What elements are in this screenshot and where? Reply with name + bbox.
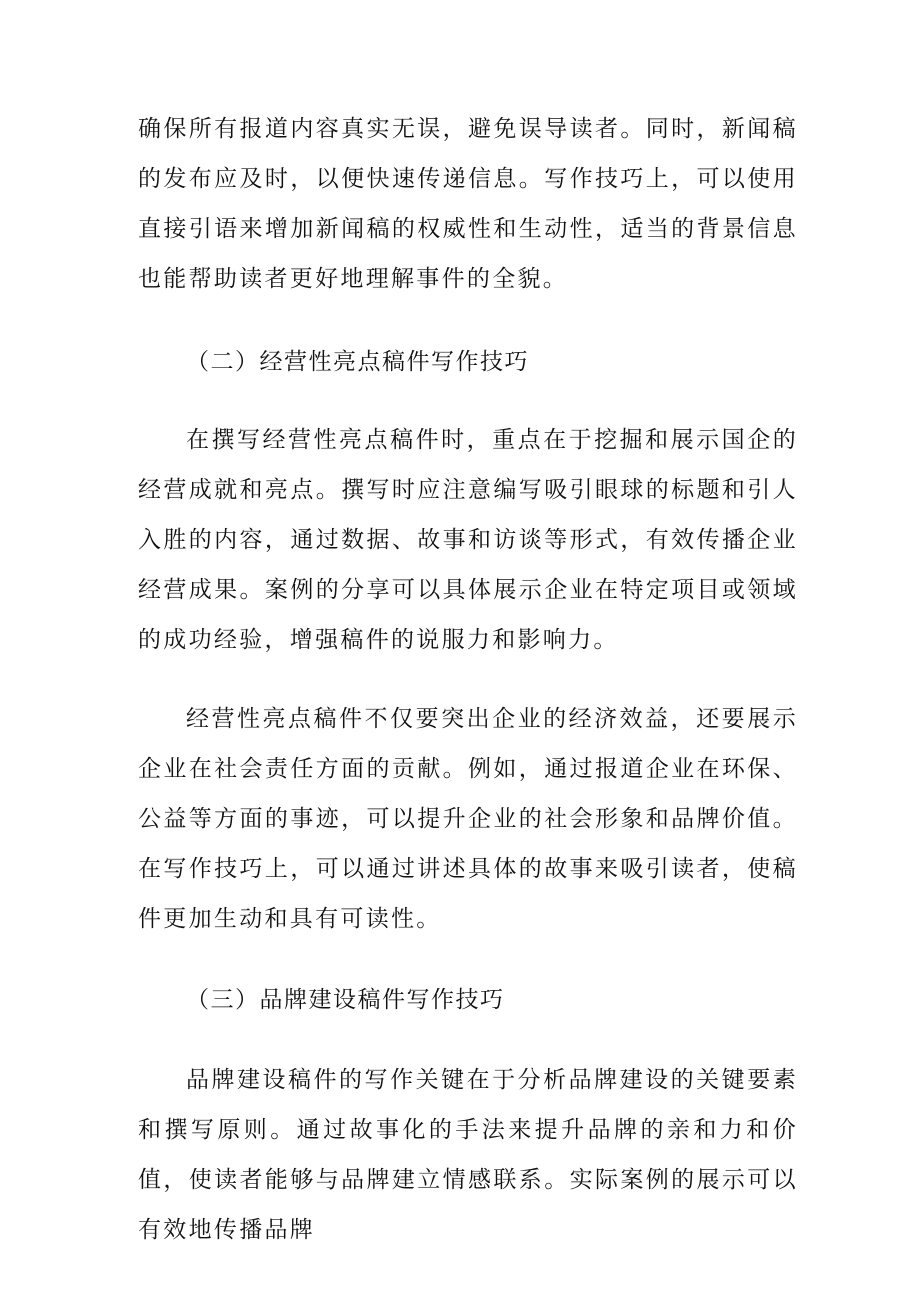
paragraph-business-highlights-social-responsibility: 经营性亮点稿件不仅要突出企业的经济效益，还要展示企业在社会责任方面的贡献。例如，通过报道企业在环保、公益等方面的事迹，可以提升企业的社会形象和品牌价值。在写作技巧上，可以通过讲述具体的故事来吸引读者，使稿件更加生动和具有可读性。 xyxy=(138,706,798,932)
section-heading-business-highlights: （二）经营性亮点稿件写作技巧 xyxy=(186,349,529,375)
paragraph-business-highlights-writing: 在撰写经营性亮点稿件时，重点在于挖掘和展示国企的经营成就和亮点。撰写时应注意编写吸引眼球的标题和引人入胜的内容，通过数据、故事和访谈等形式，有效传播企业经营成果。案例的分享可以具体展示企业在特定项目或领域的成功经验，增强稿件的说服力和影响力。 xyxy=(138,427,798,653)
section-heading-brand-building: （三）品牌建设稿件写作技巧 xyxy=(186,987,505,1013)
paragraph-news-writing-tips: 确保所有报道内容真实无误，避免误导读者。同时，新闻稿的发布应及时，以便快速传递信息。写作技巧上，可以使用直接引语来增加新闻稿的权威性和生动性，适当的背景信息也能帮助读者更好地理解事件的全貌。 xyxy=(138,116,798,292)
paragraph-brand-building-writing: 品牌建设稿件的写作关键在于分析品牌建设的关键要素和撰写原则。通过故事化的手法来提升品牌的亲和力和价值，使读者能够与品牌建立情感联系。实际案例的展示可以有效地传播品牌 xyxy=(138,1067,798,1243)
